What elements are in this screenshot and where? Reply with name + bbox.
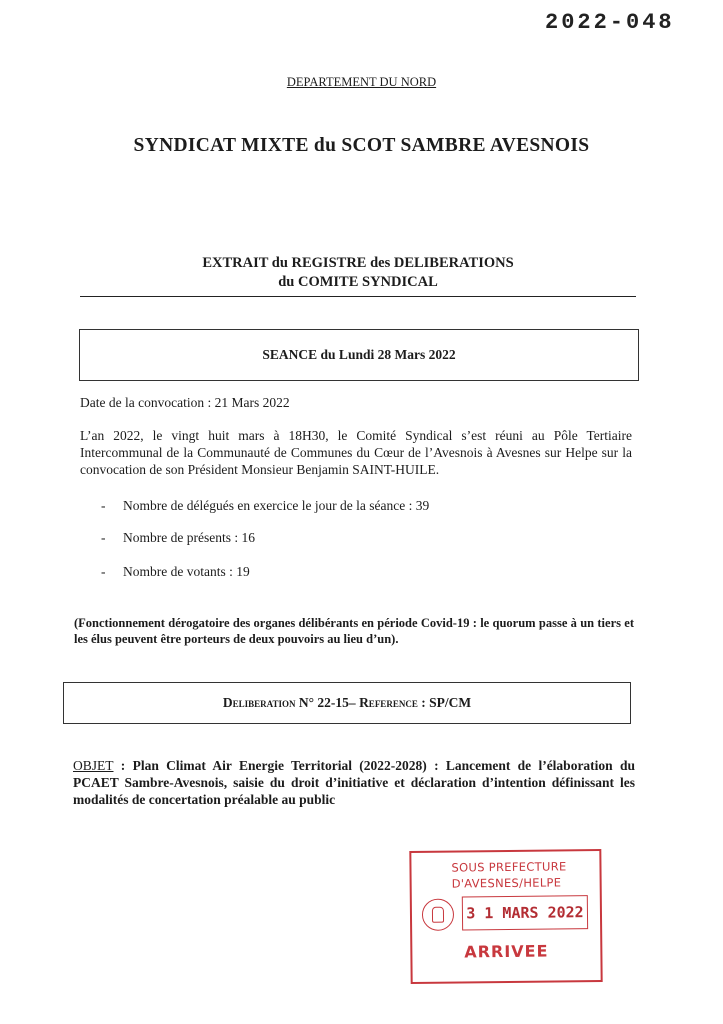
present-count: Nombre de présents : 16 — [123, 530, 255, 545]
deliberation-label: Deliberation — [222, 695, 296, 710]
convocation-date: Date de la convocation : 21 Mars 2022 — [80, 395, 290, 410]
organisation-title: SYNDICAT MIXTE du SCOT SAMBRE AVESNOIS — [133, 135, 590, 156]
stamp-date: 3 1 MARS 2022 — [462, 895, 588, 930]
stamp-line-2: D'AVESNES/HELPE — [451, 875, 562, 891]
objet-label: OBJET — [73, 758, 114, 773]
objet-paragraph — [73, 757, 635, 808]
extrait-line-2: du COMITE SYNDICAL — [278, 274, 438, 290]
extrait-line-1: EXTRAIT du REGISTRE des DELIBERATIONS — [202, 255, 514, 271]
list-item — [101, 564, 250, 580]
covid-note: (Fonctionnement dérogatoire des organes délibérants en période Covid-19 : le quorum passe à un tiers et les élus peuvent être porteurs de deux pouvoirs au lieu d’un). — [74, 616, 634, 646]
department-heading: DEPARTEMENT DU NORD — [286, 75, 437, 89]
arrival-stamp — [409, 849, 602, 984]
document-reference-number: 2022-048 — [545, 10, 675, 35]
objet-text: : Plan Climat Air Energie Territorial (2022-2028) : Lancement de l’élaboration du PCAET Sambre-Avesnois, saisie du droit d’initiative et déclaration d’intention définissant les modalités de concertation préalable au public — [73, 758, 635, 807]
delegates-count: Nombre de délégués en exercice le jour de la séance : 39 — [123, 498, 430, 513]
list-item — [101, 530, 255, 546]
dash-icon: - — [101, 530, 106, 545]
list-item — [101, 498, 429, 514]
deliberation-number: N° 22-15– — [298, 695, 356, 710]
seance-title: SEANCE du Lundi 28 Mars 2022 — [262, 347, 456, 362]
deliberation-reference — [223, 695, 471, 711]
extrait-heading — [80, 254, 636, 297]
voters-count: Nombre de votants : 19 — [123, 564, 250, 579]
seance-box — [79, 329, 639, 381]
deliberation-box — [63, 682, 631, 724]
dash-icon: - — [101, 564, 106, 579]
dash-icon: - — [101, 498, 106, 513]
reference-label: Reference — [359, 695, 418, 710]
stamp-line-1: SOUS PREFECTURE — [451, 859, 567, 875]
stamp-status: ARRIVEE — [464, 941, 549, 962]
meeting-description: L’an 2022, le vingt huit mars à 18H30, le Comité Syndical s’est réuni au Pôle Tertiaire Intercommunal de la Communauté de Communes du Cœur de l’Avesnois à Avesnes sur Helpe sur la convocation de son Président Monsieur Benjamin SAINT-HUILE. — [80, 428, 632, 477]
reference-value: : SP/CM — [421, 695, 472, 710]
seal-icon — [422, 899, 454, 931]
